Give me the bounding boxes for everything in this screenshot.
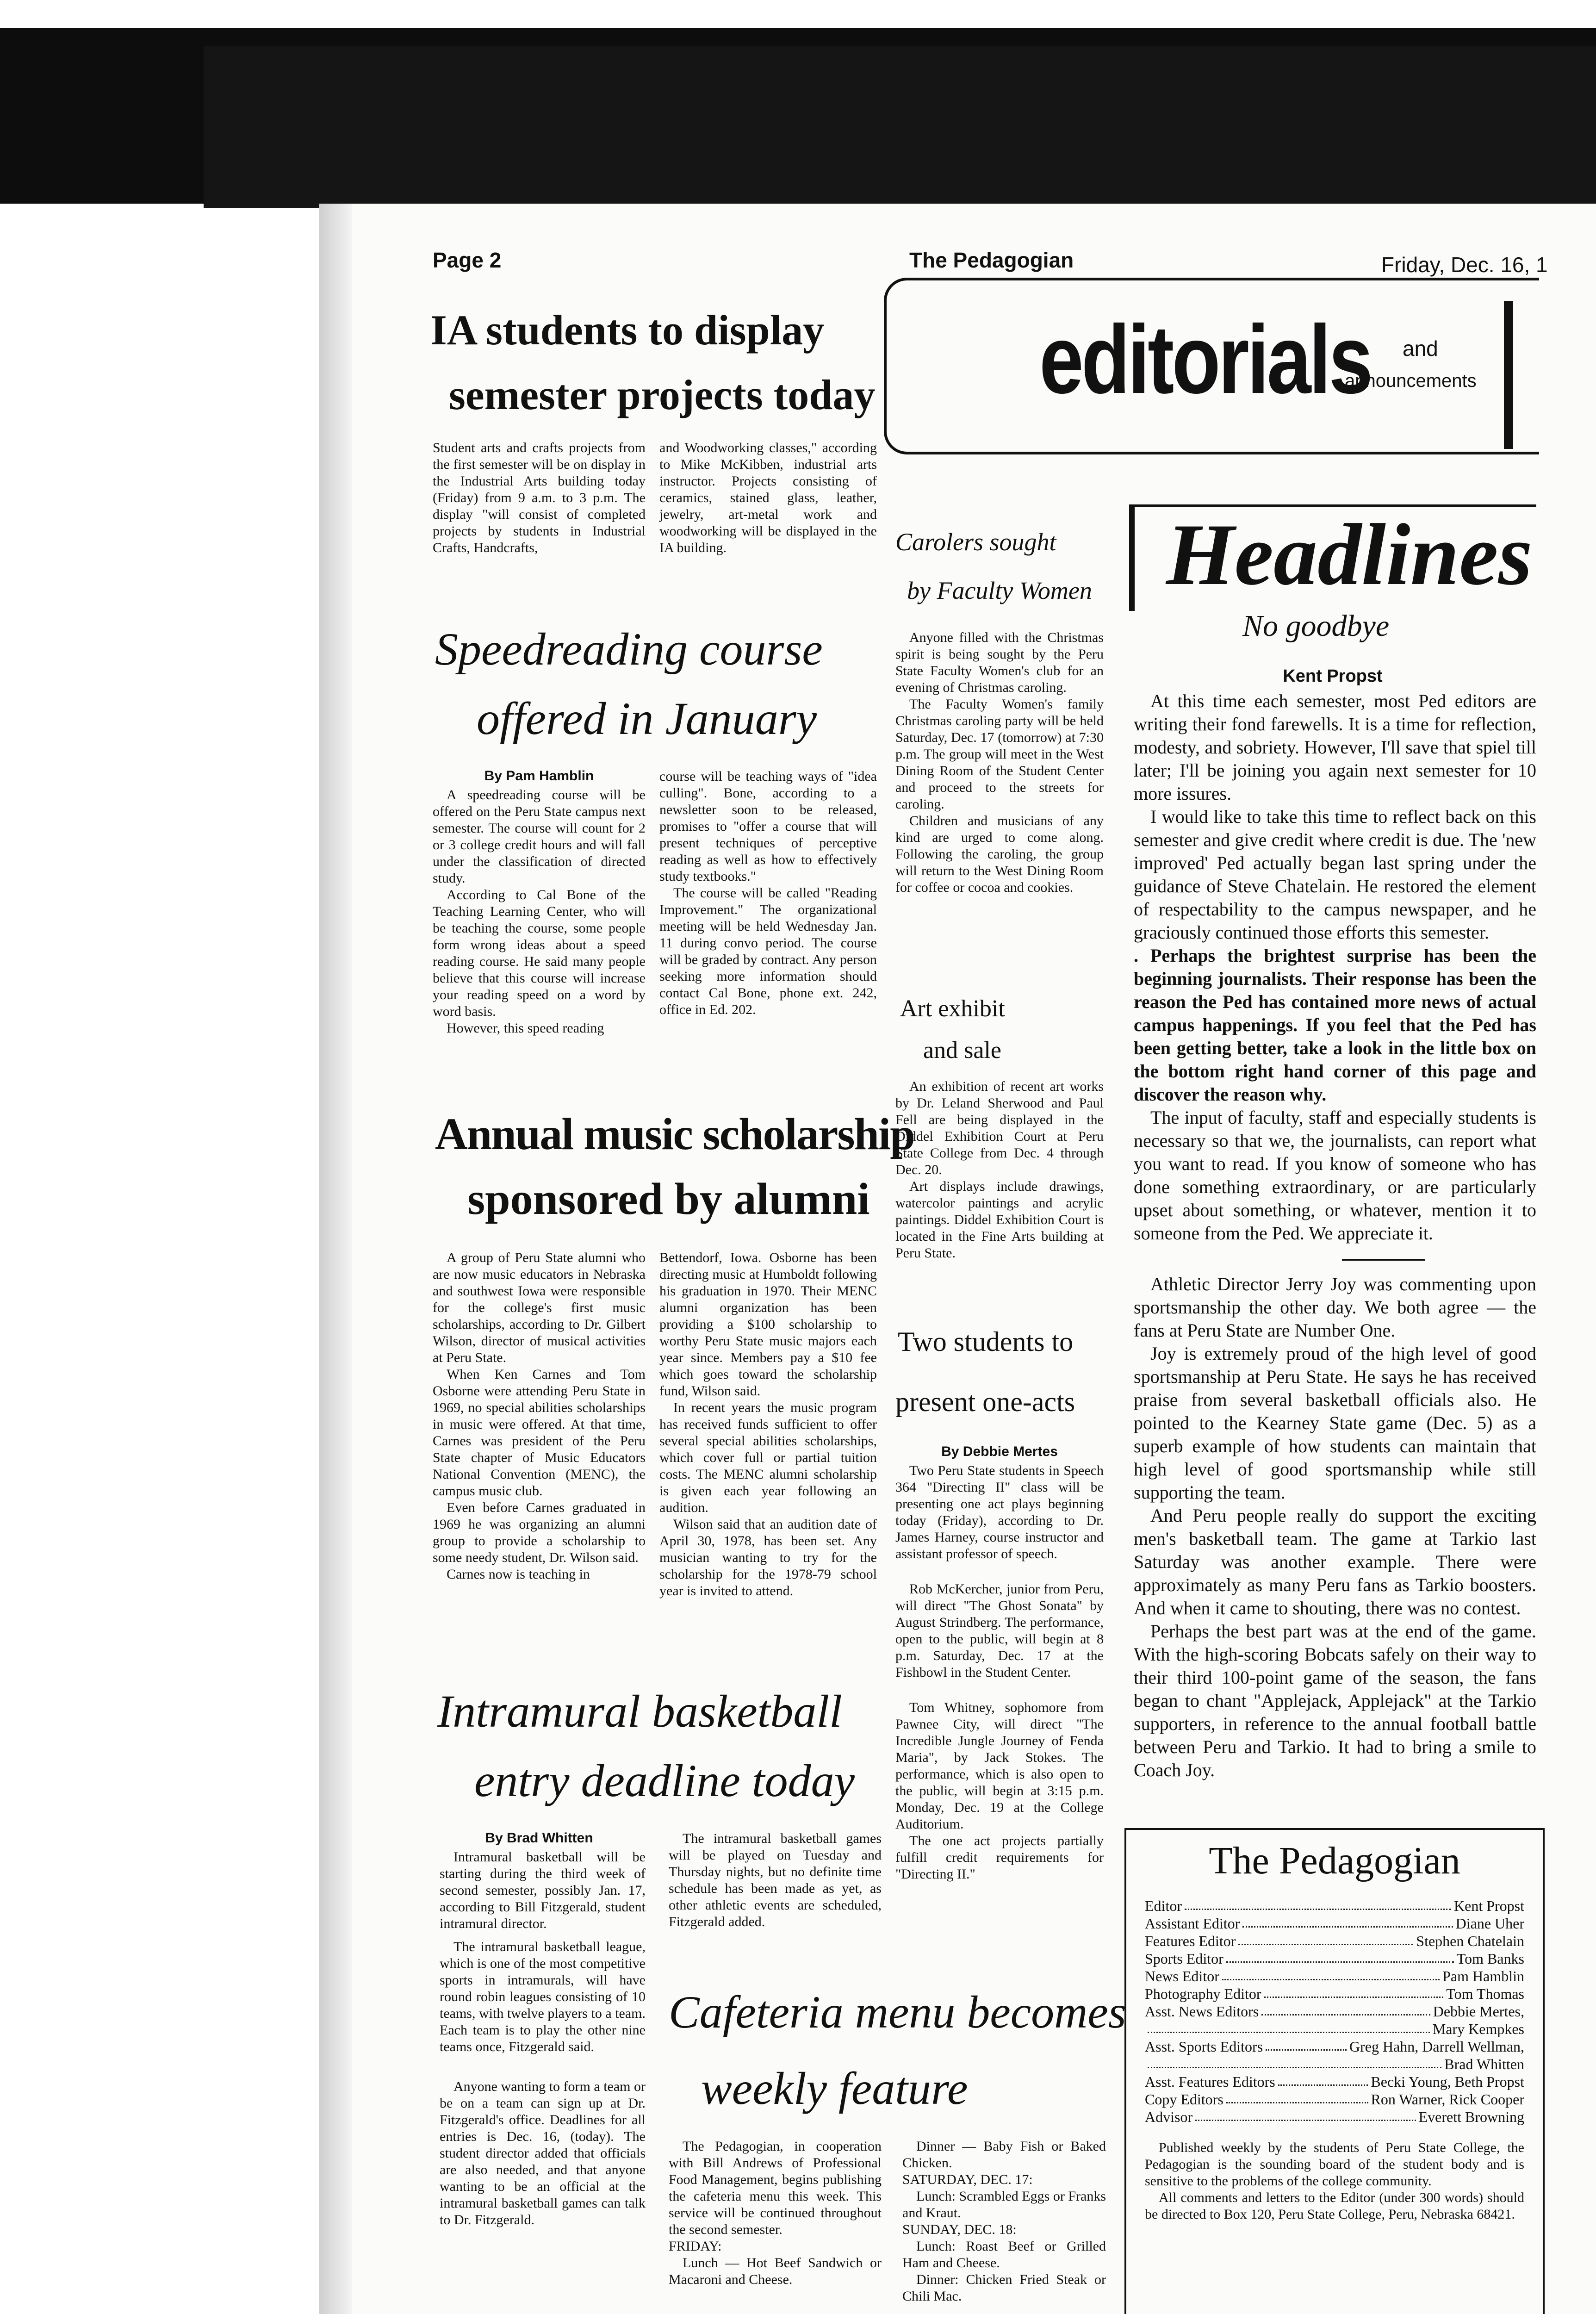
issue-date: Friday, Dec. 16, 1 [1381,253,1548,277]
paragraph: A speedreading course will be offered on the Peru State campus next semester. The course will count for 2 or 3 college credit hours and will fall under the classification of directed study. [433,787,646,886]
staff-row [1145,2020,1524,2038]
paragraph: Anyone wanting to form a team or be on a team can sign up at Dr. Fitzgerald's office. Deadlines for all entries is Dec. 16, (today). The student director added that officials are also needed, and that anyone wanting to be an official at the intramural basketball games can talk to Dr. Fitzgerald. [440,2079,646,2227]
paragraph: Two Peru State students in Speech 364 "Directing II" class will be presenting one act plays beginning today (Friday), according to Dr. James Harney, course instructor and assistant professor of speech. [895,1463,1104,1561]
paragraph: Published weekly by the students of Peru State College, the Pedagogian is the sounding board of the student body and is sensitive to the problems of the college community. [1145,2140,1524,2189]
paragraph: A group of Peru State alumni who are now music educators in Nebraska and southwest Iowa were responsible for the college's first music scholarships, according to Dr. Gilbert Wilson, director of musical activities at Peru State. [433,1250,646,1365]
leader-dots [1148,2055,1441,2068]
music-col-2 [659,1250,877,1599]
ia-col-1: Student arts and crafts projects from the first semester will be on display in the Industrial Arts building today (Friday) from 9 a.m. to 3 p.m. The display "will consist of completed projects by students in Industrial Crafts, Handcrafts, [433,440,646,555]
page-gutter-shadow [319,204,352,2314]
staff-row [1145,2003,1524,2020]
paragraph: The intramural basketball games will be played on Tuesday and Thursday nights, but no definite time schedule has been made as yet, as other athletic events are scheduled, Fitzgerald added. [669,1831,882,1929]
leader-dots [1238,1932,1413,1945]
paragraph: The Faculty Women's family Christmas caroling party will be held Saturday, Dec. 17 (tomorrow) at 7:30 p.m. The group will meet in the West Dining Room of the Student Center and proceed to the streets for caroling. [895,697,1104,812]
staff-name: Kent Propst [1454,1897,1524,1914]
staff-role: Sports Editor [1145,1950,1223,1967]
oneacts-headline-2: present one-acts [895,1387,1075,1417]
art-body [895,1078,1104,1262]
editorials-banner [884,278,1539,454]
staff-row [1145,2090,1524,2108]
headlines-byline: Kent Propst [1283,666,1383,686]
banner-right-edge [1504,301,1513,449]
leader-dots [1226,1950,1454,1963]
staff-role: Editor [1145,1897,1182,1914]
paragraph: course will be teaching ways of "idea culling". Bone, according to a newsletter soon to be released, promises to "offer a course that will present techniques of perceptive reading as well as how to effectively study textbooks." [659,769,877,884]
paper-name: The Pedagogian [909,248,1074,272]
oneacts-body [895,1462,1104,1883]
staff-name: Mary Kempkes [1432,2021,1524,2037]
intramural-col-2 [669,1830,882,1930]
paragraph: Carnes now is teaching in [447,1567,590,1582]
leader-dots [1148,2020,1430,2033]
staff-name: Diane Uher [1455,1915,1524,1932]
ia-headline-1: IA students to display [430,306,825,354]
paragraph: The one act projects partially fulfill credit requirements for "Directing II." [895,1833,1104,1882]
staff-row [1145,1985,1524,2003]
masthead-notes [1145,2140,1524,2223]
paragraph: However, this speed reading [447,1020,604,1036]
staff-row [1145,1915,1524,1932]
headlines-title: Headlines [1166,506,1533,603]
staff-name: Ron Warner, Rick Cooper [1371,2091,1524,2108]
paragraph: And Peru people really do support the exciting men's basketball team. The game at Tarkio last Saturday was another example. There were approximately as many Peru fans as Tarkio boosters. And when it came to shouting, there was no contest. [1134,1505,1536,1618]
staff-role: Copy Editors [1145,2091,1223,2108]
menu-day: SATURDAY, DEC. 17: [902,2172,1033,2187]
cafeteria-col-1 [669,2138,882,2288]
staff-name: Everett Browning [1418,2109,1524,2125]
headlines-body-2 [1134,1273,1536,1782]
leader-dots [1264,1985,1444,1998]
masthead-box [1124,1828,1545,2314]
paragraph: Wilson said that an audition date of April 30, 1978, has been set. Any musician wanting to try for the scholarship for the 1978-79 school year is invited to attend. [659,1517,877,1599]
leader-dots [1185,1897,1451,1910]
staff-role: Advisor [1145,2109,1193,2125]
menu-item: Lunch — Hot Beef Sandwich or Macaroni and Cheese. [669,2255,882,2287]
leader-dots [1242,1915,1453,1928]
staff-role: Asst. Features Editors [1145,2073,1275,2090]
staff-name: Tom Thomas [1446,1985,1524,2002]
staff-role: Features Editor [1145,1933,1236,1949]
menu-item: Dinner — Baby Fish or Baked Chicken. [902,2139,1106,2171]
paragraph: Anyone filled with the Christmas spirit is being sought by the Peru State Faculty Women's club for an evening of Christmas caroling. [895,630,1104,695]
section-divider [1342,1259,1425,1261]
paragraph: Children and musicians of any kind are urged to come along. Following the caroling, the group will return to the West Dining Room for coffee or cocoa and cookies. [895,813,1104,895]
menu-item: Lunch: Roast Beef or Grilled Ham and Cheese. [902,2239,1106,2270]
art-headline-2: and sale [923,1037,1001,1064]
paragraph: When Ken Carnes and Tom Osborne were attending Peru State in 1969, no special abilities scholarships in music were offered. At that time, Carnes was president of the Peru State chapter of Music Educators National Convention (MENC), the campus music club. [433,1367,646,1499]
editorials-and: and [1403,336,1438,361]
staff-row [1145,1967,1524,1985]
leader-dots [1278,2073,1368,2086]
paragraph: In recent years the music program has received funds sufficient to offer several special abilities scholarships, which cover full or partial tuition costs. The MENC alumni scholarship is given each year following an audition. [659,1400,877,1515]
masthead-title: The Pedagogian [1209,1839,1460,1882]
paragraph: Intramural basketball will be starting during the third week of second semester, possibly Jan. 17, according to Bill Fitzgerald, student intramural director. [440,1849,646,1931]
paragraph: Even before Carnes graduated in 1969 he was organizing an alumni group to provide a scholarship to some needy student, Dr. Wilson said. [433,1500,646,1565]
music-headline-1: Annual music scholarship [435,1109,914,1159]
staff-list [1145,1897,1524,2126]
staff-row [1145,2038,1524,2055]
paragraph: The input of faculty, staff and especially students is necessary so that we, the journalists, can report what you want to read. If you know of someone who has done something extraordinary, or are particularly upset about something, or whatever, mention it to someone from the Ped. We appreciate it. [1134,1107,1536,1244]
cafeteria-col-2 [902,2138,1106,2305]
paragraph: The intramural basketball league, which is one of the most competitive sports in intramurals, will have round robin leagues consisting of 10 teams, with twelve players to a team. Each team is to play the other nine teams once, Fitzgerald said. [440,1939,646,2054]
staff-row [1145,1897,1524,1915]
music-headline-2: sponsored by alumni [467,1174,870,1224]
speed-headline-2: offered in January [477,693,817,744]
leader-dots [1222,1967,1440,1980]
speed-byline: By Pam Hamblin [484,768,594,784]
paragraph: The Pedagogian, in cooperation with Bill Andrews of Professional Food Management, begins publishing the cafeteria menu this week. This service will be continued throughout the second semester. [669,2139,882,2237]
leader-dots [1226,2090,1368,2103]
staff-name: Tom Banks [1456,1950,1524,1967]
speed-col-2 [659,768,877,1018]
editorials-announcements: announcements [1345,371,1477,391]
staff-row [1145,1932,1524,1950]
cafeteria-headline-2: weekly feature [701,2063,968,2114]
staff-row [1145,2055,1524,2073]
menu-day: SUNDAY, DEC. 18: [902,2222,1017,2237]
paragraph: Perhaps the best part was at the end of the game. With the high-scoring Bobcats safely on their way to their third 100-point game of the season, the fans began to chant "Applejack, Applejack" at the Tarkio supporters, in reference to the annual football battle between Peru and Tarkio. It had to bring a smile to Coach Joy. [1134,1621,1536,1780]
leader-dots [1266,2038,1347,2051]
paragraph: Art displays include drawings, watercolor paintings and acrylic paintings. Diddel Exhibition Court is located in the Fine Arts building at Peru State. [895,1179,1104,1261]
headlines-bracket [1129,504,1135,611]
carolers-headline-1: Carolers sought [895,528,1056,556]
paragraph: Bettendorf, Iowa. Osborne has been directing music at Humboldt following his graduation in 1970. Their MENC alumni organization has been providing a $100 scholarship to worthy Peru State music majors each year since. Members pay a $10 fee which goes toward the scholarship fund, Wilson said. [659,1250,877,1399]
leader-dots [1261,2003,1430,2015]
speed-col-1 [433,787,646,1037]
paragraph: The course will be called "Reading Improvement." The organizational meeting will be held Wednesday Jan. 11 during convo period. The course will be graded by contract. Any person seeking more information should contact Cal Bone, phone ext. 242, office in Ed. 202. [659,885,877,1017]
paragraph: Athletic Director Jerry Joy was commenting upon sportsmanship the other day. We both agree — the fans at Peru State are Number One. [1134,1274,1536,1341]
paragraph: All comments and letters to the Editor (under 300 words) should be directed to Box 120, Peru State College, Peru, Nebraska 68421. [1145,2190,1524,2222]
staff-role: Asst. Sports Editors [1145,2038,1263,2055]
staff-name: Stephen Chatelain [1416,1933,1524,1949]
ia-headline-2: semester projects today [449,371,876,418]
paragraph: At this time each semester, most Ped editors are writing their fond farewells. It is a time for reflection, modesty, and sobriety. However, I'll save that spiel till later; I'll be joining you again next semester for 10 more issures. [1134,690,1536,804]
menu-item: Dinner: Chicken Fried Steak or Chili Mac. [902,2272,1106,2304]
menu-day: FRIDAY: [669,2239,722,2254]
paragraph: Joy is extremely proud of the high level of good sportsmanship at Peru State. He says he has received praise from several basketball officials also. He pointed to the Kearney State game (Dec. 5) as a superb example of how students can maintain that high level of good sportsmanship while still supporting the team. [1134,1343,1536,1503]
staff-row [1145,2108,1524,2126]
ia-col-2: and Woodworking classes," according to Mike McKibben, industrial arts instructor. Projects consisting of ceramics, stained glass, leather, jewelry, art-metal work and woodworking will be displayed in the IA building. [659,440,877,555]
staff-role: Assistant Editor [1145,1915,1240,1932]
staff-role: Asst. News Editors [1145,2003,1259,2020]
paragraph: Tom Whitney, sophomore from Pawnee City, will direct "The Incredible Jungle Journey of Fenda Maria", by Jack Stokes. The performance, which is also open to the public, will begin at 3:15 p.m. Monday, Dec. 19 at the College Auditorium. [895,1700,1104,1832]
scan-dark-border-inner [204,46,1596,208]
menu-item: Lunch: Scrambled Eggs or Franks and Kraut. [902,2189,1106,2221]
paragraph: According to Cal Bone of the Teaching Learning Center, who will be teaching the course, some people form wrong ideas about a speed reading course. He said many people believe that this course will increase your reading speed on a word by word basis. [433,887,646,1019]
intramural-headline-2: entry deadline today [474,1755,855,1806]
page-number: Page 2 [433,248,502,272]
cafeteria-headline-1: Cafeteria menu becomes [669,1986,1126,2038]
staff-name: Becki Young, Beth Propst [1371,2073,1524,2090]
oneacts-headline-1: Two students to [898,1326,1074,1357]
leader-dots [1195,2108,1416,2121]
art-headline-1: Art exhibit [900,995,1005,1022]
staff-role: Photography Editor [1145,1985,1261,2002]
staff-name: Brad Whitten [1444,2056,1524,2072]
paragraph: I would like to take this time to reflect back on this semester and give credit where credit is due. The 'new improved' Ped actually began last spring under the guidance of Steve Chatelain. He restored the element of respectability to the campus newspaper, and he graciously continued those efforts this semester. [1134,806,1536,943]
paragraph: Rob McKercher, junior from Peru, will direct "The Ghost Sonata" by August Strindberg. The performance, open to the public, will begin at 8 p.m. Saturday, Dec. 17 at the Fishbowl in the Student Center. [895,1581,1104,1680]
staff-row [1145,2073,1524,2090]
staff-name: Greg Hahn, Darrell Wellman, [1349,2038,1524,2055]
intramural-headline-1: Intramural basketball [437,1686,842,1737]
paragraph: An exhibition of recent art works by Dr. Leland Sherwood and Paul Fell are being displayed in the Diddel Exhibition Court at Peru State College from Dec. 4 through Dec. 20. [895,1079,1104,1177]
oneacts-byline: By Debbie Mertes [941,1444,1058,1459]
carolers-body [895,629,1104,896]
editorials-title: editorials [1039,305,1371,414]
staff-name: Pam Hamblin [1442,1968,1524,1984]
staff-role: News Editor [1145,1968,1219,1984]
headlines-body-1 [1134,690,1536,1245]
staff-name: Debbie Mertes, [1433,2003,1524,2020]
intramural-byline: By Brad Whitten [485,1830,593,1846]
carolers-headline-2: by Faculty Women [907,577,1092,604]
headlines-subtitle: No goodbye [1242,609,1390,643]
bold-paragraph: . Perhaps the brightest surprise has been the beginning journalists. Their response has been the reason the Ped has contained more news of actual campus happenings. If you feel that the Ped has been getting better, take a look in the little box on the bottom right hand corner of this page and discover the reason why. [1134,945,1536,1105]
speed-headline-1: Speedreading course [435,623,823,675]
music-col-1 [433,1250,646,1583]
intramural-col-1 [440,1849,646,2228]
staff-row [1145,1950,1524,1967]
